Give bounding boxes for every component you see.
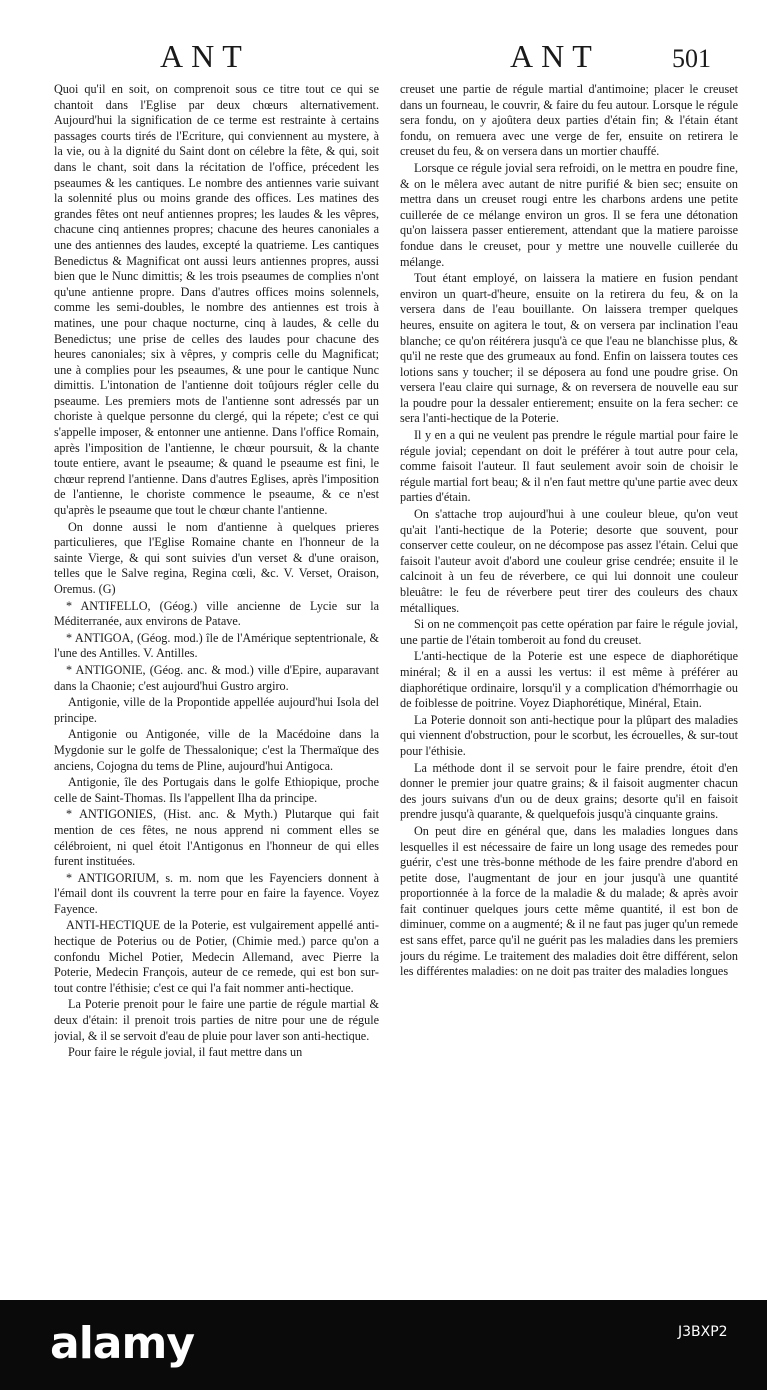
entry-anti-hectique: ANTI-HECTIQUE de la Poterie, est vulgairement appellé anti-hectique de Poterius ou de Potier, (Chimie med.) parce qu'on a confondu Michel Potier, Medecin Allemand, avec Pierre la Poterie, Medecin François, auteur de ce remede, qui est bon sur-tout contre l'éthisie; c'est ce qui l'a fait nommer anti-hectique.: [54, 918, 379, 995]
entry-antifello: * ANTIFELLO, (Géog.) ville ancienne de Lycie sur la Méditerranée, aux environs de Patave.: [54, 598, 379, 629]
page-number: 501: [672, 44, 711, 73]
right-column: [400, 82, 738, 1292]
running-head-right: ANT: [510, 38, 600, 74]
paragraph: Lorsque ce régule jovial sera refroidi, on le mettra en poudre fine, & on le mêlera avec autant de nitre purifié & bien sec; ensuite on mettra dans un creuset rougi entre les charbons ardens une petite cuillerée de ce mélange environ un gros. Il se fera une détonation qu'on laissera passer entierement, attendant que la matiere paroisse fondue dans le creuset, pour y mettre une nouvelle cuillerée du mélange.: [400, 160, 738, 269]
left-column: [54, 82, 379, 1292]
entry-antigonie-epire: * ANTIGONIE, (Géog. anc. & mod.) ville d'Epire, auparavant dans la Chaonie; c'est aujourd'hui Gustro argiro.: [54, 662, 379, 693]
paragraph: On donne aussi le nom d'antienne à quelques prieres particulieres, que l'Eglise Romaine chante en l'honneur de la sainte Vierge, & qui sont suivies d'un verset & d'une oraison, telles que le Salve regina, Regina cœli, &c. V. Verset, Oraison, Oremus. (G): [54, 519, 379, 596]
paragraph: On peut dire en général que, dans les maladies longues dans lesquelles il est nécessaire de faire un long usage des remedes pour guérir, c'est une très-bonne méthode de les faire prendre d'abord en petite dose, l'augmentant de jour en jour jusqu'à une quantité proportionnée à la force de la maladie & du malade; & après avoir fait continuer quelques jours cette même quantité, il est bon de diminuer, comme on a augmenté; & il ne faut pas juger qu'un remede est sans effet, parce qu'il ne guérit pas les maladies dans les premiers jours du régime. Le traitement des maladies doit être différent, selon les différentes maladies: on ne doit pas traiter des maladies longues: [400, 823, 738, 979]
entry-antigoa: * ANTIGOA, (Géog. mod.) île de l'Amérique septentrionale, & l'une des Antilles. V. Antilles.: [54, 630, 379, 661]
entry-antigonie-macedoine: Antigonie ou Antigonée, ville de la Macédoine dans la Mygdonie sur le golfe de Thessalonique; c'est la Thermaïque des anciens, Cojogna du tems de Pline, aujourd'hui Antigoca.: [54, 727, 379, 773]
paragraph: Tout étant employé, on laissera la matiere en fusion pendant environ un quart-d'heure, ensuite on la retirera du feu, & on la versera dans de l'eau bouillante. On laissera tremper quelques heures, ensuite on agitera le tout, & on versera par inclination l'eau blanche; ce qu'on réitérera jusqu'à ce que l'eau ne blanchisse plus, & qu'il ne reste que des grumeaux au fond. Enfin on laissera toutes ces lotions sans y toucher; il se déposera au fond une poudre grise. On versera l'eau claire qui surnage, & on reversera de nouvelle eau sur la poudre pour la dessaler entierement; ensuite on la fera secher: ce sera l'anti-hectique de la Poterie.: [400, 271, 738, 426]
entry-antigonies: * ANTIGONIES, (Hist. anc. & Myth.) Plutarque qui fait mention de ces fêtes, ne nous apprend ni comment elles se célébroient, ni quel étoit l'Antigonus en l'honneur de qui elles furent instituées.: [54, 807, 379, 869]
paragraph: On s'attache trop aujourd'hui à une couleur bleue, qu'on veut qu'ait l'anti-hectique de la Poterie; desorte que souvent, pour conserver cette couleur, on ne décompose pas assez l'étain. Celui que faisoit l'auteur avoit d'abord une couleur grise cendrée; ensuite il le calcinoit à un feu de réverbere, ce qui lui donnoit une couleur bleuâtre: le feu de réverbere peut tirer des couleurs des chaux métalliques.: [400, 507, 738, 615]
entry-antigonie-ile: Antigonie, île des Portugais dans le golfe Ethiopique, proche celle de Saint-Thomas. Ils l'appellent Ilha da principe.: [54, 775, 379, 805]
running-head-left: ANT: [160, 38, 250, 74]
paragraph: La méthode dont il se servoit pour le faire prendre, étoit d'en donner le premier jour quatre grains; & il faisoit augmenter chacun des jours suivans d'un ou de deux grains; desorte qu'il en faisoit prendre jusqu'à quarante, & quelquefois jusqu'à cinquante grains.: [400, 760, 738, 822]
paragraph: Il y en a qui ne veulent pas prendre le régule martial pour faire le régule jovial; cependant on doit le préférer à tout autre pour cela, comme faisoit l'auteur. Il faut seulement avoir soin de choisir le régule martial fort beau; & il n'en faut mettre qu'une partie avec deux parties d'étain.: [400, 428, 738, 505]
paragraph: Si on ne commençoit pas cette opération par faire le régule jovial, une partie de l'étain tomberoit au fond du creuset.: [400, 617, 738, 647]
paragraph: Pour faire le régule jovial, il faut mettre dans un: [68, 1045, 303, 1060]
paragraph: La Poterie donnoit son anti-hectique pour la plûpart des maladies qui viennent d'obstruction, pour le scorbut, les écrouelles, & sur-tout pour l'éthisie.: [400, 712, 738, 758]
entry-antigorium: * ANTIGORIUM, s. m. nom que les Fayenciers donnent à l'émail dont ils couvrent la terre pour en faire la fayence. Voyez Fayence.: [54, 870, 379, 916]
paragraph: Quoi qu'il en soit, on comprenoit sous ce titre tout ce qui se chantoit dans l'Eglise par deux chœurs alternativement. Aujourd'hui la signification de ce terme est restrainte à certains passages courts tirés de l'Ecriture, qui conviennent au mystere, à la vie, ou à la dignité du Saint dont on célebre la fête, & qui, soit dans le chant, soit dans la récitation de l'office, précedent les pseaumes & les cantiques. Le nombre des antiennes varie suivant la solennité plus ou moins grande des offices. Les matines des grandes fêtes ont neuf antiennes propres; les laudes & les vêpres, chacune cinq antiennes propres; chacune des heures canoniales a une des antiennes des laudes, excepté la quatrieme. Les cantiques Benedictus & Magnificat ont aussi leurs antiennes propres, aussi bien que le Nunc dimittis; & les trois pseaumes de complies n'ont qu'une antienne propre. Dans d'autres offices moins solennels, comme les semi-doubles, le nombre des antiennes est trois à matines, une pour chaque nocturne, cinq à laudes, & celle du Benedictus; une prise de celles des laudes pour chacune des heures canoniales; six à vêpres, y compris celle du Magnificat; une à complies pour les pseaumes, & une pour le cantique Nunc dimittis. L'intonation de l'antienne doit toûjours régler celle du pseaume. Les premiers mots de l'antienne sont adressés par un choriste à quelque personne du clergé, qui la répete; c'est ce qui s'appelle imposer, & entonner une antienne. Dans l'office Romain, après l'imposition de l'antienne, le chœur poursuit, & la chante toute entiere, avant le pseaume; & quand le pseaume est fini, le chœur reprend l'antienne. Dans d'autres Eglises, après l'imposition de l'antienne, le choriste commence le pseaume, & ce n'est qu'après le pseaume que tout le chœur chante l'antienne.: [54, 82, 379, 518]
entry-antigonie-propontide: Antigonie, ville de la Propontide appellée aujourd'hui Isola del principe.: [54, 695, 379, 725]
paragraph: creuset une partie de régule martial d'antimoine; placer le creuset dans un fourneau, le couvrir, & faire du feu autour. Lorsque le régule sera fondu, on y ajoûtera deux parties d'étain fin; & l'étain étant fondu, on remuera avec une verge de fer, ensuite on retirera le creuset du feu, & on versera dans un mortier chauffé.: [400, 82, 738, 159]
paragraph: L'anti-hectique de la Poterie est une espece de diaphorétique minéral; & il en a aussi les vertus: il est même à préférer au diaphorétique ordinaire, lorsqu'il y a complication d'hémorrhagie ou de foiblesse de poitrine. Voyez Diaphorétique, Minéral, Etain.: [400, 649, 738, 711]
paragraph: La Poterie prenoit pour le faire une partie de régule martial & deux d'étain: il prenoit trois parties de nitre pour une de régule jovial, & il se servoit d'eau de pluie pour laver son anti-hectique.: [54, 997, 379, 1043]
page-header: [0, 38, 767, 78]
image-id: J3BXP2: [678, 1324, 728, 1340]
alamy-logo: alamy: [50, 1318, 194, 1369]
